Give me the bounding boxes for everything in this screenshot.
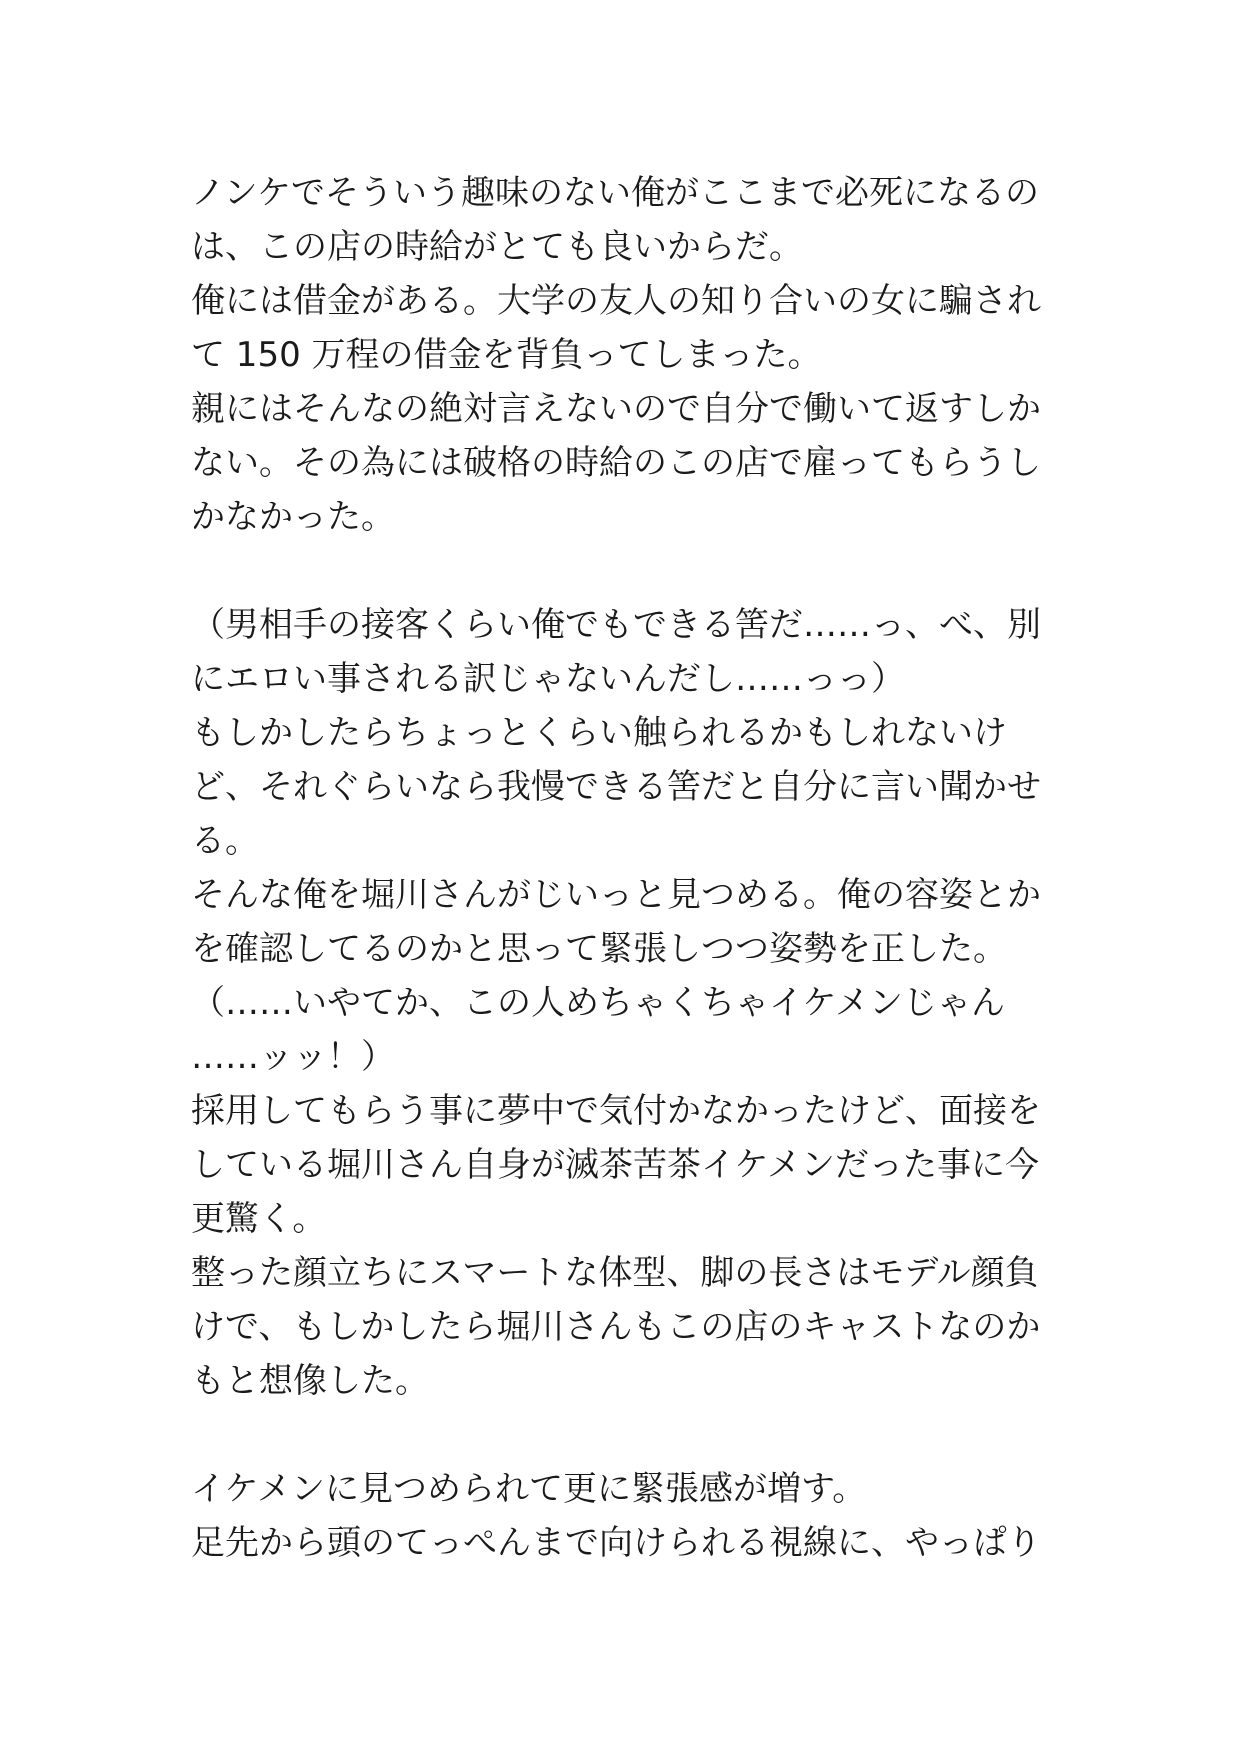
text-line: けで、もしかしたら堀川さんもこの店のキャストなのか	[191, 1307, 1041, 1347]
text-line: そんな俺を堀川さんがじいっと見つめる。俺の容姿とか	[191, 875, 1041, 915]
text-line: 足先から頭のてっぺんまで向けられる視線に、やっぱり	[191, 1523, 1041, 1563]
text-line: 更驚く。	[191, 1199, 327, 1239]
text-line: かなかった。	[191, 497, 395, 537]
text-line: 親にはそんなの絶対言えないので自分で働いて返すしか	[191, 389, 1041, 429]
text-line: て 150 万程の借金を背負ってしまった。	[191, 335, 822, 375]
text-line: している堀川さん自身が滅茶苦茶イケメンだった事に今	[191, 1145, 1039, 1185]
text-line: ……ッッ！）	[191, 1037, 395, 1077]
text-line: （男相手の接客くらい俺でもできる筈だ……っ、べ、別	[191, 605, 1041, 645]
text-line: 採用してもらう事に夢中で気付かなかったけど、面接を	[191, 1091, 1041, 1131]
text-line: 整った顔立ちにスマートな体型、脚の長さはモデル顔負	[191, 1253, 1039, 1293]
text-line: にエロい事される訳じゃないんだし……っっ）	[191, 659, 905, 699]
text-line: ど、それぐらいなら我慢できる筈だと自分に言い聞かせ	[191, 767, 1041, 807]
text-line: 俺には借金がある。大学の友人の知り合いの女に騙され	[191, 281, 1041, 321]
blank-line	[191, 1408, 1071, 1462]
text-line: もと想像した。	[191, 1361, 429, 1401]
text-line: ノンケでそういう趣味のない俺がここまで必死になるの	[191, 173, 1039, 213]
text-line: は、この店の時給がとても良いからだ。	[191, 227, 803, 267]
text-line: ない。その為には破格の時給のこの店で雇ってもらうし	[191, 443, 1041, 483]
text-line: イケメンに見つめられて更に緊張感が増す。	[191, 1469, 867, 1509]
text-line: る。	[191, 821, 259, 861]
text-line: （……いやてか、この人めちゃくちゃイケメンじゃん	[191, 983, 1005, 1023]
blank-line	[191, 544, 1071, 598]
text-line: もしかしたらちょっとくらい触られるかもしれないけ	[191, 713, 1007, 753]
body-text	[191, 166, 1071, 1570]
text-line: を確認してるのかと思って緊張しつつ姿勢を正した。	[191, 929, 1007, 969]
